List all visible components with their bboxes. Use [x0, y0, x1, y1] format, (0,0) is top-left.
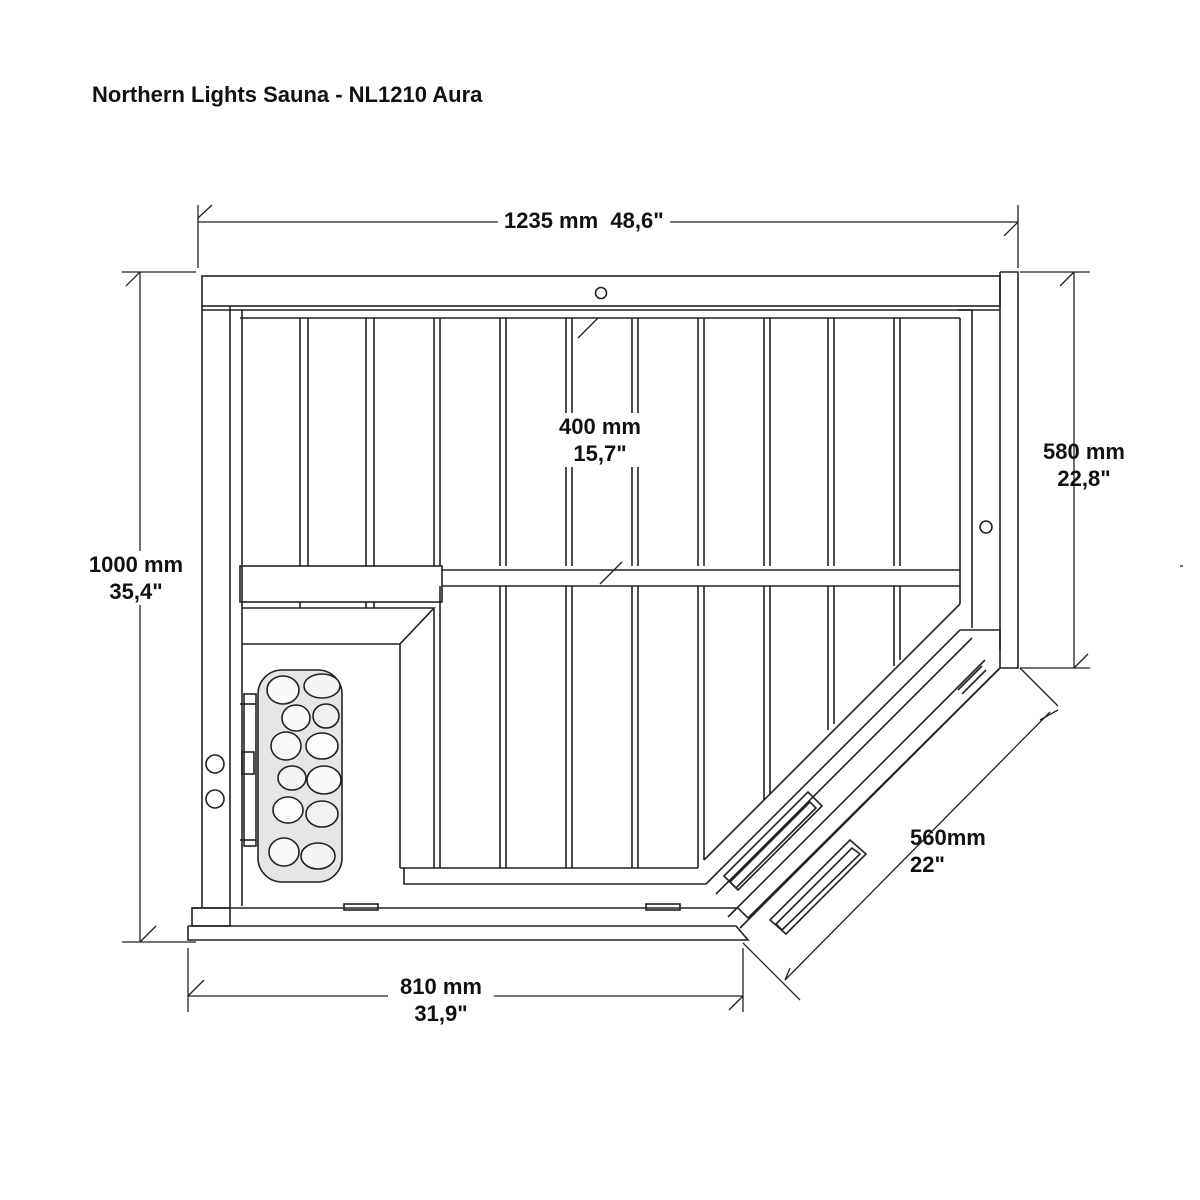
- width-metric: 1235 mm: [504, 208, 599, 233]
- side-length-imperial: 22,8": [1057, 466, 1111, 491]
- side-length-metric: 580 mm: [1043, 439, 1125, 464]
- front-width-label: [388, 973, 494, 1027]
- wall-socket-upper-icon: [206, 755, 224, 773]
- depth-imperial: 35,4": [109, 579, 163, 604]
- depth-label: [80, 551, 192, 605]
- diagonal-imperial: 22": [910, 852, 945, 877]
- bench-depth-metric: 400 mm: [559, 414, 641, 439]
- door-handle-outer: [770, 840, 866, 934]
- width-imperial: 48,6": [610, 208, 664, 233]
- bench-depth-label: [548, 413, 652, 467]
- corner-door: [706, 630, 1000, 934]
- diagram-title: Northern Lights Sauna - NL1210 Aura: [92, 82, 483, 107]
- door-handle-inner: [724, 792, 822, 890]
- front-width-metric: 810 mm: [400, 974, 482, 999]
- side-rivet-icon: [980, 521, 992, 533]
- lower-bench: [242, 586, 960, 884]
- depth-metric: 1000 mm: [88, 552, 184, 577]
- front-width-imperial: 31,9": [414, 1001, 468, 1026]
- top-rivet-icon: [596, 288, 607, 299]
- diagonal-label: [910, 824, 986, 878]
- diagonal-metric: 560mm: [910, 825, 986, 850]
- side-length-label: [1034, 438, 1134, 492]
- bench-depth-imperial: 15,7": [573, 441, 627, 466]
- sauna-heater: [240, 670, 342, 882]
- width-label: [498, 207, 670, 234]
- wall-socket-lower-icon: [206, 790, 224, 808]
